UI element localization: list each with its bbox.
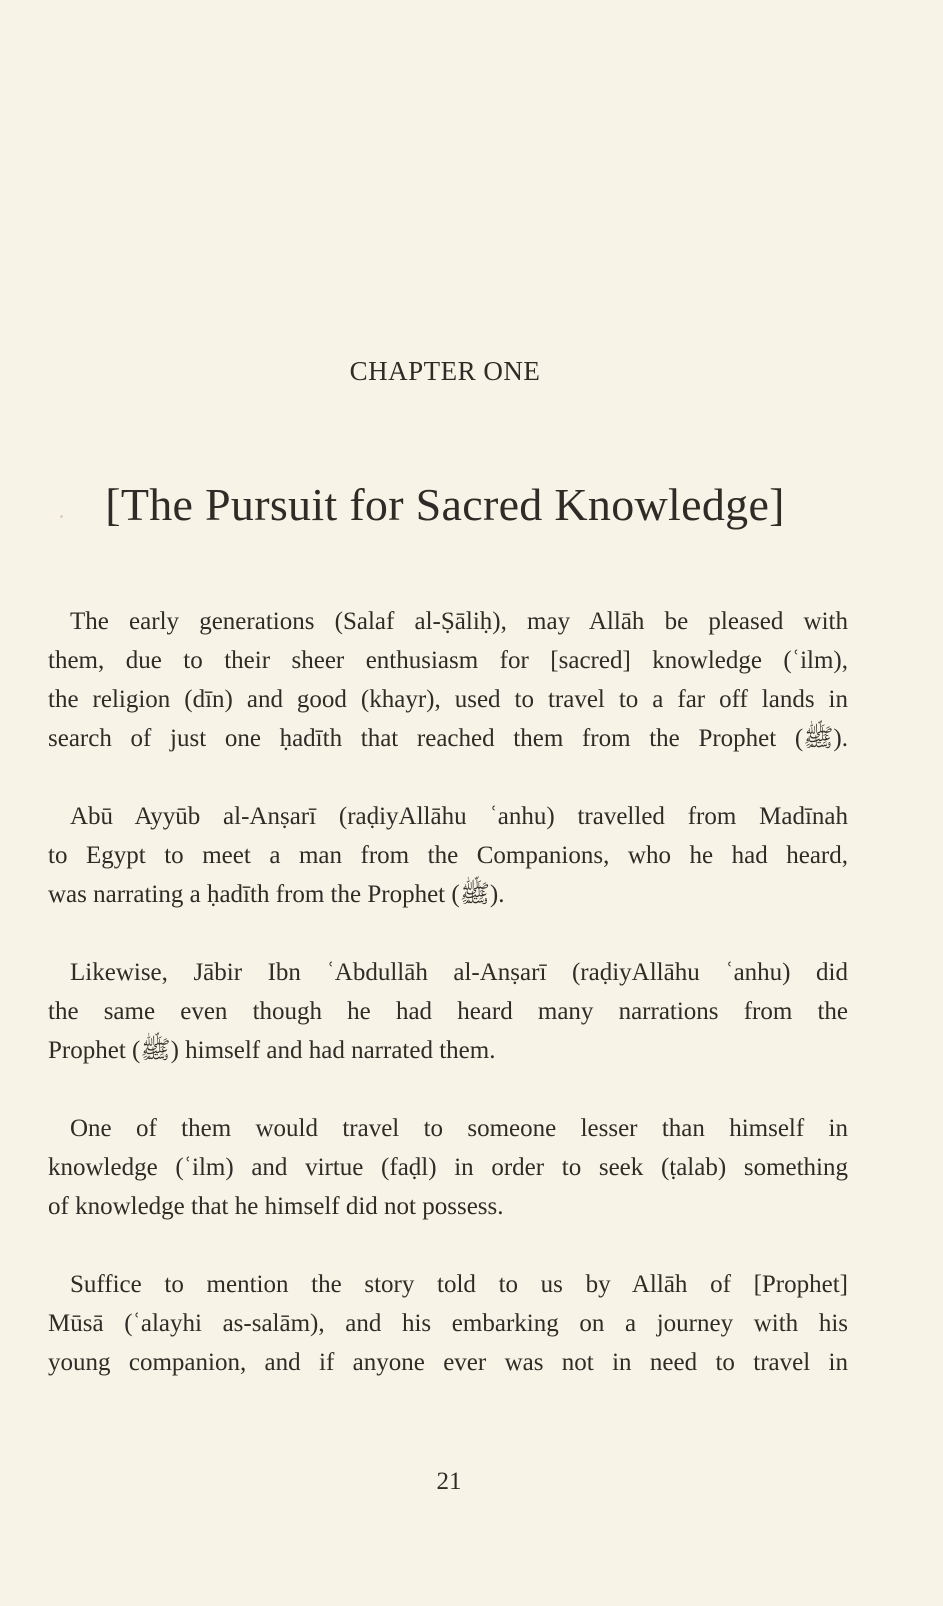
- text-line: was narrating a ḥadīth from the Prophet (ﷺ).: [48, 881, 505, 908]
- paragraph-5: [48, 1265, 848, 1382]
- text-line: the same even though he had heard many narrations from the: [48, 998, 848, 1025]
- text-line: Suffice to mention the story told to us by Allāh of [Prophet]: [70, 1271, 848, 1298]
- paragraph-2: [48, 797, 848, 914]
- page-number: 21: [436, 1468, 462, 1495]
- text-line: Abū Ayyūb al-Anṣarī (raḍiyAllāhu ʿanhu) travelled from Madīnah: [70, 803, 848, 830]
- text-line: to Egypt to meet a man from the Companions, who he had heard,: [48, 842, 848, 869]
- text-line: One of them would travel to someone lesser than himself in: [70, 1115, 848, 1142]
- chapter-title: [The Pursuit for Sacred Knowledge]: [105, 479, 785, 530]
- chapter-label: CHAPTER ONE: [349, 356, 541, 386]
- text-line: of knowledge that he himself did not possess.: [48, 1193, 504, 1220]
- text-line: Mūsā (ʿalayhi as-salām), and his embarking on a journey with his: [48, 1310, 848, 1337]
- paragraph-3: [48, 953, 848, 1070]
- paragraph-1: [48, 602, 848, 758]
- text-line: Likewise, Jābir Ibn ʿAbdullāh al-Anṣarī (raḍiyAllāhu ʿanhu) did: [70, 959, 848, 986]
- text-line: the religion (dīn) and good (khayr), used to travel to a far off lands in: [48, 686, 848, 713]
- text-line: them, due to their sheer enthusiasm for [sacred] knowledge (ʿilm),: [48, 647, 848, 674]
- text-line: Prophet (ﷺ) himself and had narrated them.: [48, 1037, 496, 1064]
- text-line: search of just one ḥadīth that reached them from the Prophet (ﷺ).: [48, 725, 848, 752]
- text-line: knowledge (ʿilm) and virtue (faḍl) in order to seek (ṭalab) something: [48, 1154, 848, 1181]
- text-line: young companion, and if anyone ever was not in need to travel in: [48, 1349, 848, 1376]
- paragraph-4: [48, 1109, 848, 1226]
- text-line: The early generations (Salaf al-Ṣāliḥ), may Allāh be pleased with: [70, 608, 848, 635]
- body-text: [48, 602, 848, 1421]
